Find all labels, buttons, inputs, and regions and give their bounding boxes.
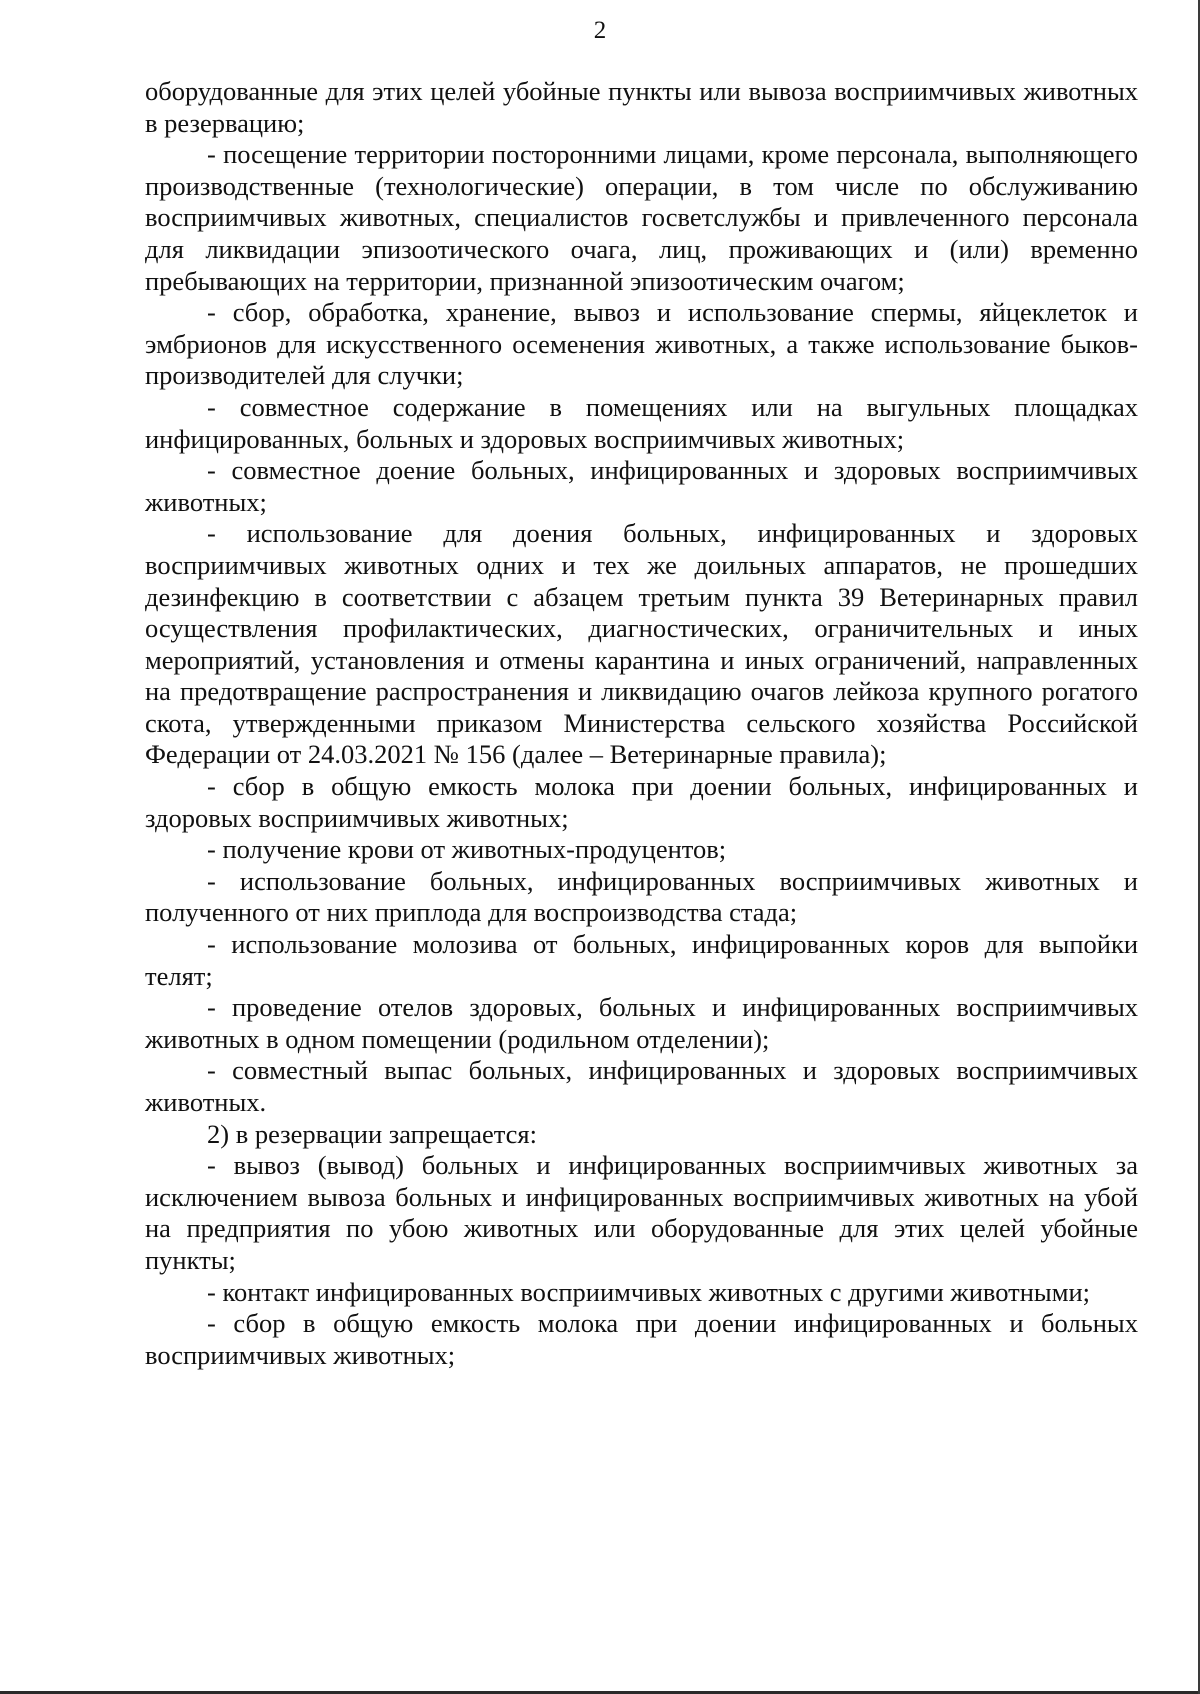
paragraph-continuation: оборудованные для этих целей убойные пункты или вывоза восприимчивых животных в резервацию; xyxy=(145,76,1138,138)
paragraph-semen-ban: - сбор, обработка, хранение, вывоз и использование спермы, яйцеклеток и эмбрионов для искусственного осеменения животных, а также использование быков-производителей для случки; xyxy=(145,297,1138,391)
paragraph-joint-milking-ban: - совместное доение больных, инфицированных и здоровых восприимчивых животных; xyxy=(145,455,1138,517)
paragraph-grazing-ban: - совместный выпас больных, инфицированных и здоровых восприимчивых животных. xyxy=(145,1055,1138,1117)
page-number: 2 xyxy=(593,17,607,44)
paragraph-colostrum-ban: - использование молозива от больных, инфицированных коров для выпойки телят; xyxy=(145,929,1138,991)
paragraph-calving-ban: - проведение отелов здоровых, больных и инфицированных восприимчивых животных в одном помещении (родильном отделении); xyxy=(145,992,1138,1054)
paragraph-visitor-ban: - посещение территории посторонними лицами, кроме персонала, выполняющего производственные (технологические) операции, в том числе по обслуживанию восприимчивых животных, специалистов госветслужбы и привлеченного персонала для ликвидации эпизоотического очага, лиц, проживающих и (или) временно пребывающих на территории, признанной эпизоотическим очагом; xyxy=(145,139,1138,296)
paragraph-breeding-ban: - использование больных, инфицированных восприимчивых животных и полученного от них приплода для воспроизводства стада; xyxy=(145,865,1138,928)
paragraph-reservation-heading: 2) в резервации запрещается: xyxy=(207,1118,537,1149)
paragraph-milking-equipment-ban: - использование для доения больных, инфицированных и здоровых восприимчивых животных одних и тех же доильных аппаратов, не прошедших дезинфекцию в соответствии с абзацем третьим пункта 39 Ветеринарных правил осуществления профилактических, диагностических, ограничительных и иных мероприятий, установления и отмены карантина и иных ограничений, направленных на предотвращение распространения и ликвидацию очагов лейкоза крупного рогатого скота, утвержденными приказом Министерства сельского хозяйства Российской Федерации от 24.03.2021 № 156 (далее – Ветеринарные правила); xyxy=(145,518,1138,770)
paragraph-contact-ban: - контакт инфицированных восприимчивых животных с другими животными; xyxy=(207,1276,1091,1307)
paragraph-removal-ban: - вывоз (вывод) больных и инфицированных восприимчивых животных за исключением вывоза больных и инфицированных восприимчивых животных на убой на предприятия по убою животных или оборудованные для этих целей убойные пункты; xyxy=(145,1150,1138,1275)
paragraph-blood-ban: - получение крови от животных-продуцентов; xyxy=(207,834,727,865)
paragraph-joint-keeping-ban: - совместное содержание в помещениях или на выгульных площадках инфицированных, больных и здоровых восприимчивых животных; xyxy=(145,391,1138,454)
paragraph-milk-collection-ban: - сбор в общую емкость молока при доении больных, инфицированных и здоровых восприимчивых животных; xyxy=(145,771,1138,833)
paragraph-reservation-milk-ban: - сбор в общую емкость молока при доении инфицированных и больных восприимчивых животных; xyxy=(145,1308,1138,1370)
document-body xyxy=(145,76,1138,1371)
